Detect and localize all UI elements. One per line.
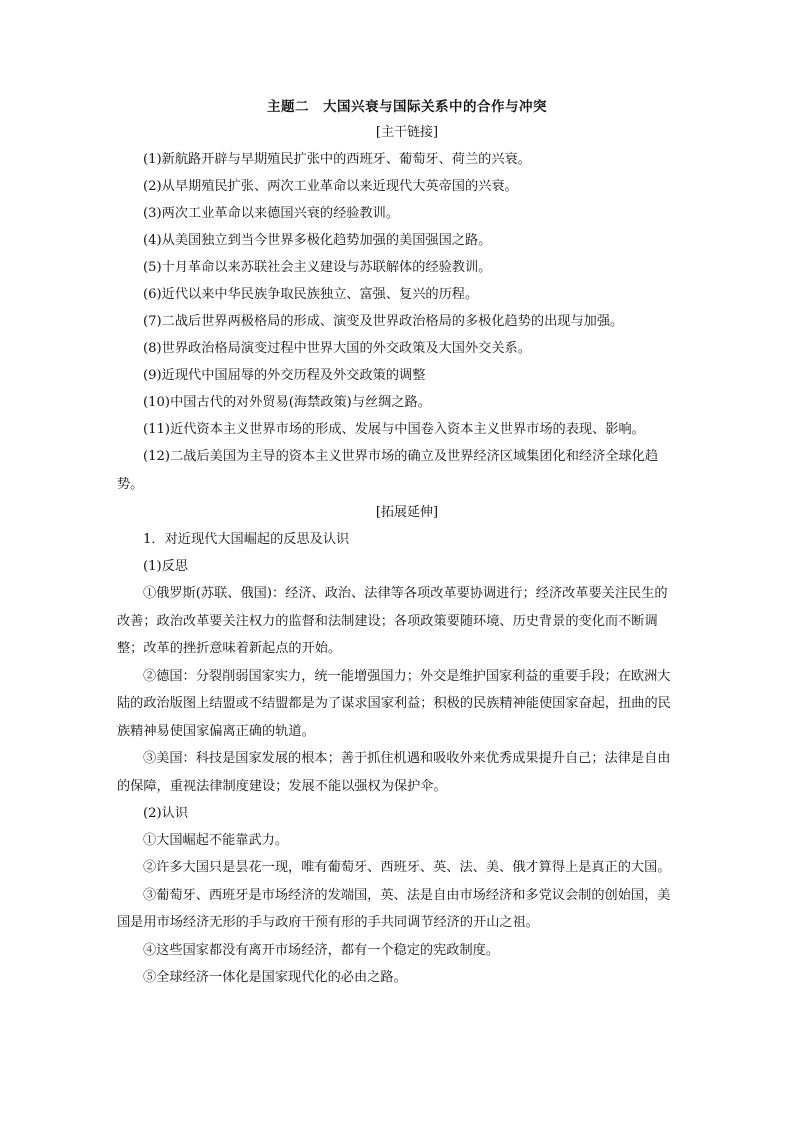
reflection-usa: ③美国：科技是国家发展的根本；善于抓住机遇和吸收外来优秀成果提升自己；法律是自由的保障，重视法律制度建设；发展不能以强权为保护伞。: [117, 751, 671, 794]
reflection-russia: ①俄罗斯(苏联、俄国)：经济、政治、法律等各项改革要协调进行；经济改革要关注民生的改善；政治改革要关注权力的监督和法制建设；各项政策要随环境、历史背景的变化而不断调整；改革的挫折意味着新起点的开始。: [117, 586, 668, 656]
section-tag-extension: [拓展延伸]: [375, 505, 439, 520]
point-1-heading: 1．对近现代大国崛起的反思及认识: [143, 532, 350, 547]
recognition-2: ②许多大国只是昙花一现，唯有葡萄牙、西班牙、英、法、美、俄才算得上是真正的大国。: [143, 860, 671, 875]
recognition-1: ①大国崛起不能靠武力。: [143, 833, 289, 848]
recognition-heading: (2)认识: [143, 806, 189, 821]
main-item-10: (10)中国古代的对外贸易(海禁政策)与丝绸之路。: [143, 395, 431, 410]
main-item-1: (1)新航路开辟与早期殖民扩张中的西班牙、葡萄牙、荷兰的兴衰。: [143, 152, 531, 167]
main-item-3: (3)两次工业革命以来德国兴衰的经验教训。: [143, 206, 400, 221]
section-tag-main-links: [主干链接]: [375, 125, 439, 140]
main-item-12: (12)二战后美国为主导的资本主义世界市场的确立及世界经济区域集团化和经济全球化趋势。: [117, 449, 659, 492]
recognition-3: ③葡萄牙、西班牙是市场经济的发端国，英、法是自由市场经济和多党议会制的创始国，美国是用市场经济无形的手与政府干预有形的手共同调节经济的开山之祖。: [117, 887, 671, 930]
main-item-4: (4)从美国独立到当今世界多极化趋势加强的美国强国之路。: [143, 233, 492, 248]
recognition-5: ⑤全球经济一体化是国家现代化的必由之路。: [143, 969, 407, 985]
main-item-9: (9)近现代中国屈辱的外交历程及外交政策的调整: [143, 368, 426, 383]
document-title: 主题二 大国兴衰与国际关系中的合作与冲突: [267, 99, 547, 115]
main-item-8: (8)世界政治格局演变过程中世界大国的外交政策及大国外交关系。: [143, 341, 531, 356]
main-item-5: (5)十月革命以来苏联社会主义建设与苏联解体的经验教训。: [143, 260, 492, 275]
reflection-heading: (1)反思: [143, 559, 189, 574]
reflection-germany: ②德国：分裂削弱国家实力，统一能增强国力；外交是维护国家利益的重要手段；在欧洲大陆的政治版图上结盟或不结盟都是为了谋求国家利益；积极的民族精神能使国家奋起，扭曲的民族精神易使国家偏离正确的轨道。: [117, 668, 671, 739]
main-item-6: (6)近代以来中华民族争取民族独立、富强、复兴的历程。: [143, 287, 479, 302]
recognition-4: ④这些国家都没有离开市场经济，都有一个稳定的宪政制度。: [143, 942, 500, 958]
main-item-7: (7)二战后世界两极格局的形成、演变及世界政治格局的多极化趋势的出现与加强。: [143, 314, 624, 329]
main-item-11: (11)近代资本主义世界市场的形成、发展与中国卷入资本主义世界市场的表现、影响。: [143, 422, 645, 437]
main-item-2: (2)从早期殖民扩张、两次工业革命以来近现代大英帝国的兴衰。: [143, 179, 518, 194]
document-body: [117, 94, 677, 991]
